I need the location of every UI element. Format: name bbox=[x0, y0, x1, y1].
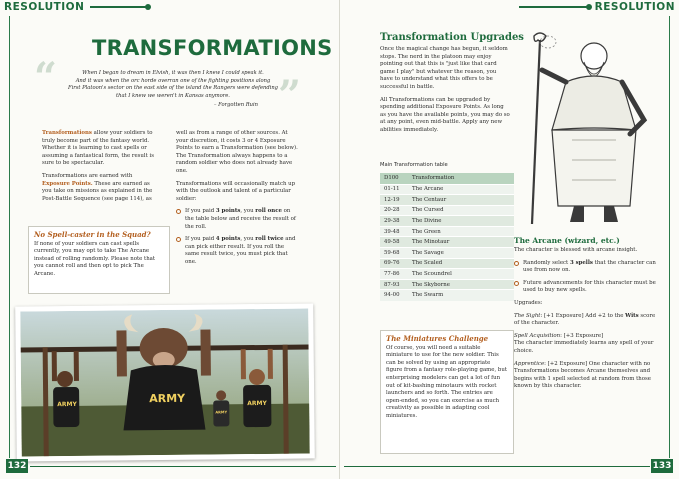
page-number-left: 132 bbox=[7, 461, 27, 471]
bullet-icon bbox=[176, 237, 181, 242]
running-header-right: RESOLUTION bbox=[594, 1, 675, 13]
table-row: 20-28 The Cursed bbox=[380, 205, 514, 216]
paragraph: well as from a range of other sources. At your discretion, it costs 3 or 4 Exposure Points to earn a Transformation (see below). The Transformation always happens to a random soldier who does not already have one. bbox=[176, 130, 298, 174]
right-column-1 bbox=[380, 46, 510, 140]
sidebar-title: No Spell-caster in the Squad? bbox=[34, 230, 151, 239]
term-exposure-points: Exposure Points. bbox=[42, 180, 93, 187]
bullet-icon bbox=[176, 209, 181, 214]
term-transformations: Transformations bbox=[42, 130, 92, 136]
miniatures-text: Of course, you will need a suitable miniature to use for the new soldier. This can be solved by using an appropriate figure from a fantasy role-playing game, but enterprising modelers can get a lot of fun out of kit-bashing minotaurs with rocket launchers and so forth. The entries are open-ended, so you can exercise as much creativity as possible in adapting cool miniatures. bbox=[386, 344, 507, 419]
sidebar-text: If none of your soldiers can cast spells currently, you may opt to take The Arcane instead of rolling randomly. Please note that you cannot roll and then opt to pick The Arcane. bbox=[34, 240, 156, 277]
table-header-row bbox=[380, 173, 514, 184]
paragraph: Transformations allow your soldiers to truly become part of the fantasy world. Whether it is learning to cast spells or assuming a fantastical form, the result is sure to be spectacular. bbox=[42, 130, 155, 167]
epigraph-line: that I knew we weren't in Kansas anymore. bbox=[116, 92, 230, 99]
paragraph: Once the magical change has begun, it seldom stops. The nerd in the platoon may enjoy pointing out that this is "just like that card game I play" but whatever the reason, you have to understand what this offers to be successful in battle. bbox=[380, 46, 508, 90]
footer-rule-right bbox=[344, 466, 650, 467]
bullet-icon bbox=[514, 281, 519, 286]
miniatures-sidebar bbox=[380, 330, 514, 454]
header-ornament bbox=[519, 6, 589, 8]
upgrade-item: Apprentice: [+2 Exposure] One character with no Transformations becomes Arcane themselves and begins with 1 spell selected at random from those known by this character. bbox=[514, 360, 651, 390]
footer-rule-left bbox=[30, 466, 336, 467]
paragraph: Transformations are earned with Exposure Points. These are earned as you take on missions as explained in the Post-Battle Sequence (see page 114), as bbox=[42, 172, 153, 202]
arcane-column bbox=[514, 247, 656, 396]
epigraph bbox=[48, 70, 298, 110]
epigraph-author: – Forgotten Ruin bbox=[213, 102, 258, 109]
left-margin-line bbox=[9, 16, 10, 458]
column-header: Transformation bbox=[408, 173, 514, 184]
epigraph-line: First Platoon's sector on the east side of the island the Rangers were defending bbox=[67, 85, 278, 92]
table-row: 87-93 The Skyborne bbox=[380, 279, 514, 290]
page-title: TRANSFORMATIONS bbox=[92, 36, 333, 60]
table-caption: Main Transformation table bbox=[380, 162, 448, 168]
arcane-title: The Arcane (wizard, etc.) bbox=[514, 236, 620, 245]
shirt-label: ARMY bbox=[149, 391, 186, 406]
table-row: 01-11 The Arcane bbox=[380, 184, 514, 195]
table-row: 94-00 The Swarm bbox=[380, 290, 514, 301]
header-ornament bbox=[90, 6, 148, 8]
minotaur-soldiers-illustration bbox=[15, 303, 315, 461]
shirt-label: ARMY bbox=[57, 400, 77, 409]
bullet-item: If you paid 4 points, you roll twice and can pick either result. If you roll the same result twice, you must pick that one. bbox=[176, 236, 300, 266]
arcane-wizard-illustration bbox=[512, 30, 672, 226]
header-left bbox=[4, 0, 148, 14]
sidebar-box bbox=[28, 226, 170, 294]
arcane-intro: The character is blessed with arcane insight. bbox=[514, 247, 638, 253]
epigraph-line: When I began to dream in Elvish, it was then I knew I could speak it. bbox=[82, 70, 264, 76]
wizard-figure bbox=[512, 30, 672, 226]
table-row: 29-38 The Divine bbox=[380, 216, 514, 227]
shirt-label: ARMY bbox=[215, 410, 228, 415]
upgrade-item: Spell Acquisition: [+3 Exposure] The character immediately learns any spell of your choice. bbox=[514, 332, 654, 354]
upgrades-label: Upgrades: bbox=[514, 299, 543, 306]
open-quote-icon: “ bbox=[34, 54, 58, 101]
paragraph: Transformations will occasionally match up with the outlook and talent of a particular soldier: bbox=[176, 180, 296, 202]
table-row: 69-76 The Scaled bbox=[380, 258, 514, 269]
shirt-label: ARMY bbox=[247, 399, 267, 408]
column-header: D100 bbox=[380, 173, 408, 184]
paragraph: All Transformations can be upgraded by spending additional Exposure Points. As long as you have the available points, you may do so at any point, even mid-battle. Apply any new abilities immediately. bbox=[380, 96, 510, 133]
right-page bbox=[340, 0, 679, 479]
bullet-item: If you paid 3 points, you roll once on the table below and receive the result of the roll. bbox=[176, 208, 300, 231]
page-number-right: 133 bbox=[652, 461, 672, 471]
section-title: Transformation Upgrades bbox=[380, 32, 524, 43]
bullet-item: Randomly select 3 spells that the character can use from now on. bbox=[514, 260, 656, 275]
bullet-item: Future advancements for this character must be used to buy new spells. bbox=[514, 280, 656, 295]
transformation-table bbox=[380, 173, 514, 301]
table-row: 49-58 The Minotaur bbox=[380, 237, 514, 248]
bullet-icon bbox=[514, 261, 519, 266]
table-row: 77-86 The Scoundrel bbox=[380, 269, 514, 280]
running-header-left: RESOLUTION bbox=[4, 1, 85, 13]
upgrade-item: The Sight: [+1 Exposure] Add +2 to the Wits score of the character. bbox=[514, 312, 656, 327]
table-row: 12-19 The Centaur bbox=[380, 195, 514, 206]
epigraph-line: And it was when the orc horde overran one of the fighting positions along bbox=[75, 77, 271, 84]
table-row: 39-48 The Green bbox=[380, 226, 514, 237]
miniatures-title: The Miniatures Challenge bbox=[386, 334, 489, 343]
table-row: 59-68 The Savage bbox=[380, 248, 514, 259]
close-quote-icon: ” bbox=[278, 72, 302, 119]
illustration-scene bbox=[20, 308, 310, 456]
header-right bbox=[519, 0, 675, 14]
left-column-2 bbox=[176, 130, 300, 272]
left-column-1 bbox=[42, 130, 160, 208]
